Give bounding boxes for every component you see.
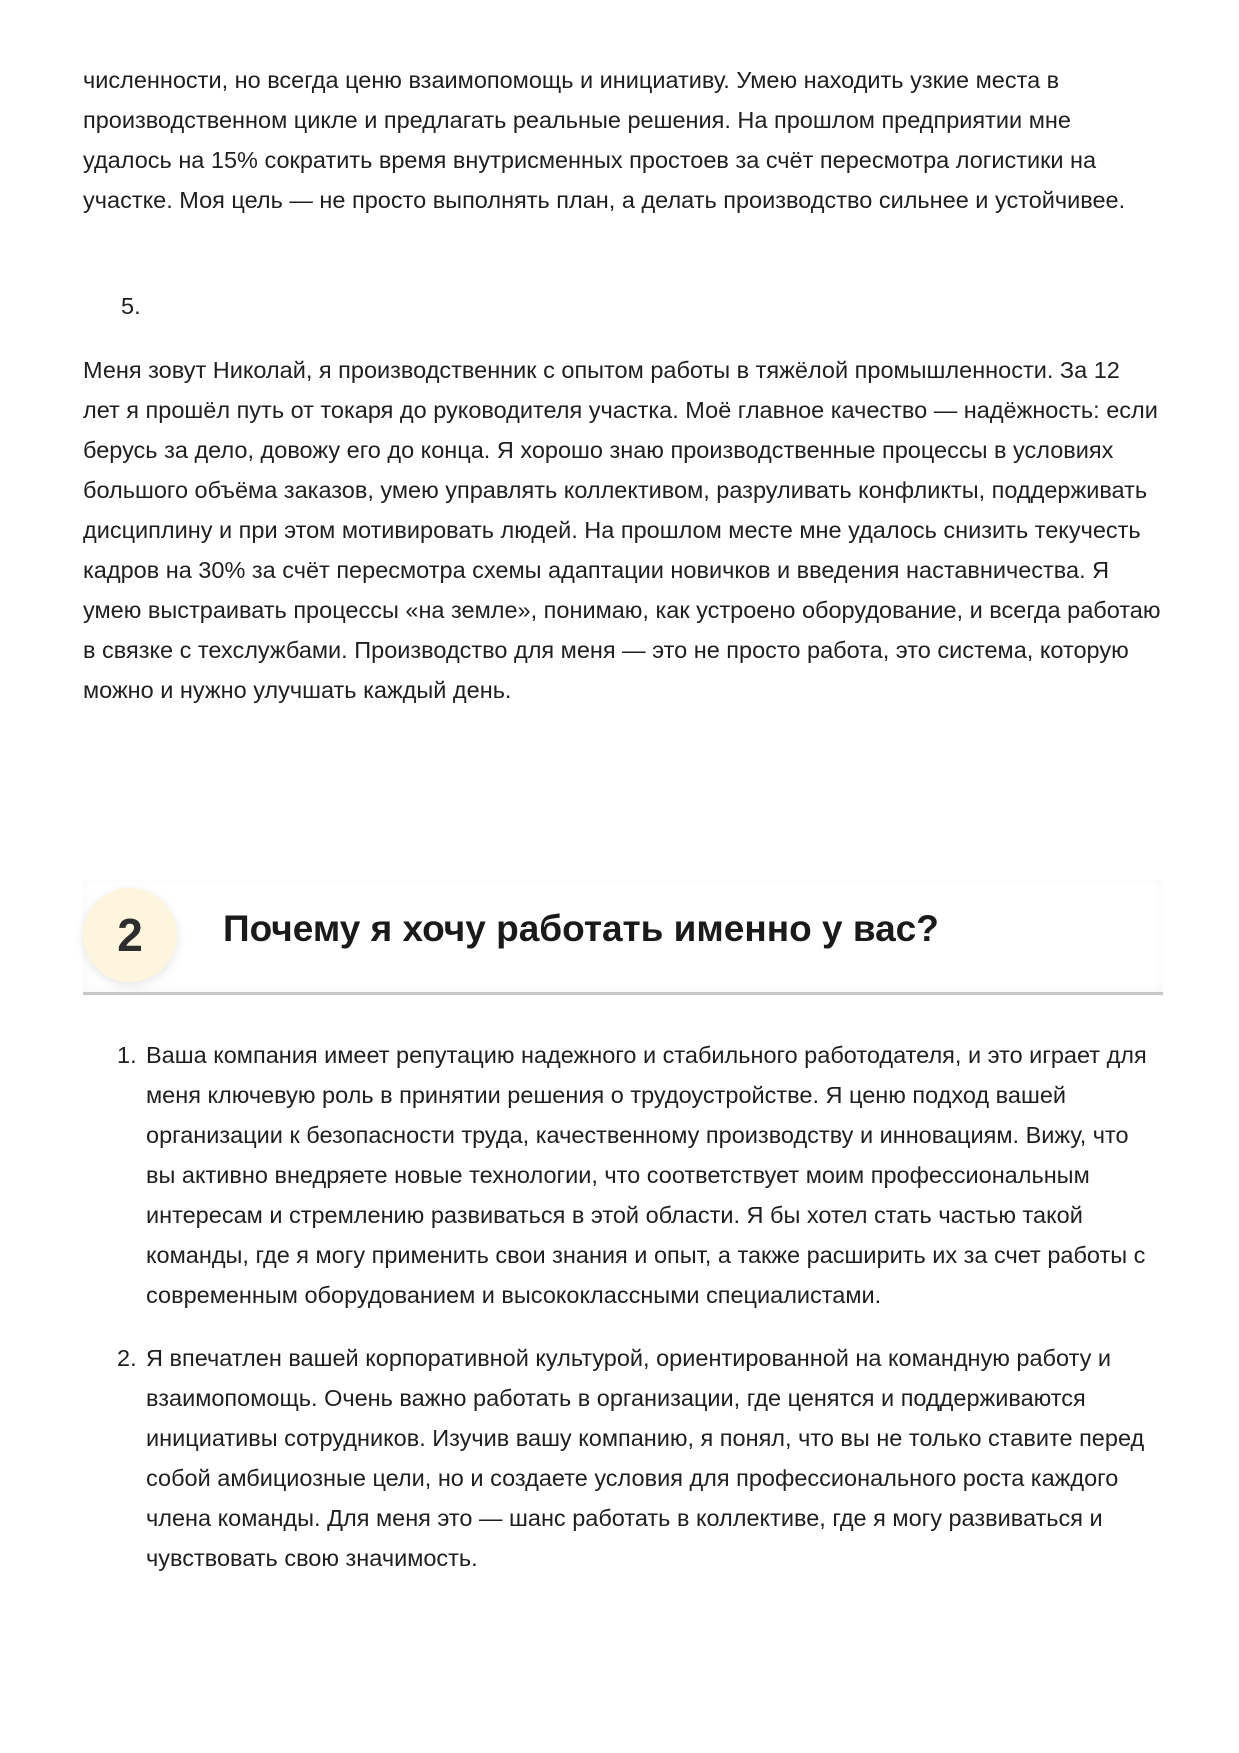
intro-paragraph: численности, но всегда ценю взаимопомощь и инициативу. Умею находить узкие места в производственном цикле и предлагать реальные решения. На прошлом предприятии мне удалось на 15% сократить время внутрисменных простоев за счёт пересмотра логистики на участке. Моя цель — не просто выполнять план, а делать производство сильнее и устойчивее. (83, 67, 1126, 213)
nikolai-paragraph: Меня зовут Николай, я производственник с опытом работы в тяжёлой промышленности. За 12 лет я прошёл путь от токаря до руководителя участка. Моё главное качество — надёжность: если берусь за дело, довожу его до конца. Я хорошо знаю производственные процессы в условиях большого объёма заказов, умею управлять коллективом, разруливать конфликты, поддерживать дисциплину и при этом мотивировать людей. На прошлом месте мне удалось снизить текучесть кадров на 30% за счёт пересмотра схемы адаптации новичков и введения наставничества. Я умею выстраивать процессы «на земле», понимаю, как устроено оборудование, и всегда работаю в связке с техслужбами. Производство для меня — это не просто работа, это система, которую можно и нужно улучшать каждый день. (83, 357, 1161, 703)
reason-item-2 (83, 1338, 1163, 1578)
reason-text: Я впечатлен вашей корпоративной культурой, ориентированной на командную работу и взаимопомощь. Очень важно работать в организации, где ценятся и поддерживаются инициативы сотрудников. Изучив вашу компанию, я понял, что вы не только ставите перед собой амбициозные цели, но и создаете условия для профессионального роста каждого члена команды. Для меня это — шанс работать в коллективе, где я могу развиваться и чувствовать свою значимость. (146, 1345, 1145, 1571)
section-number-badge: 2 (83, 888, 177, 982)
reason-number: 1. (117, 1042, 137, 1068)
list-number-5: 5. (121, 293, 141, 319)
section-header (83, 880, 1163, 995)
reasons-list (83, 1035, 1163, 1601)
reason-item-1 (83, 1035, 1163, 1315)
reason-text: Ваша компания имеет репутацию надежного и стабильного работодателя, и это играет для меня ключевую роль в принятии решения о трудоустройстве. Я ценю подход вашей организации к безопасности труда, качественному производству и инновациям. Вижу, что вы активно внедряете новые технологии, что соответствует моим профессиональным интересам и стремлению развиваться в этой области. Я бы хотел стать частью такой команды, где я могу применить свои знания и опыт, а также расширить их за счет работы с современным оборудованием и высококлассными специалистами. (146, 1042, 1147, 1308)
reason-number: 2. (117, 1345, 137, 1371)
section-title: Почему я хочу работать именно у вас? (223, 908, 939, 949)
